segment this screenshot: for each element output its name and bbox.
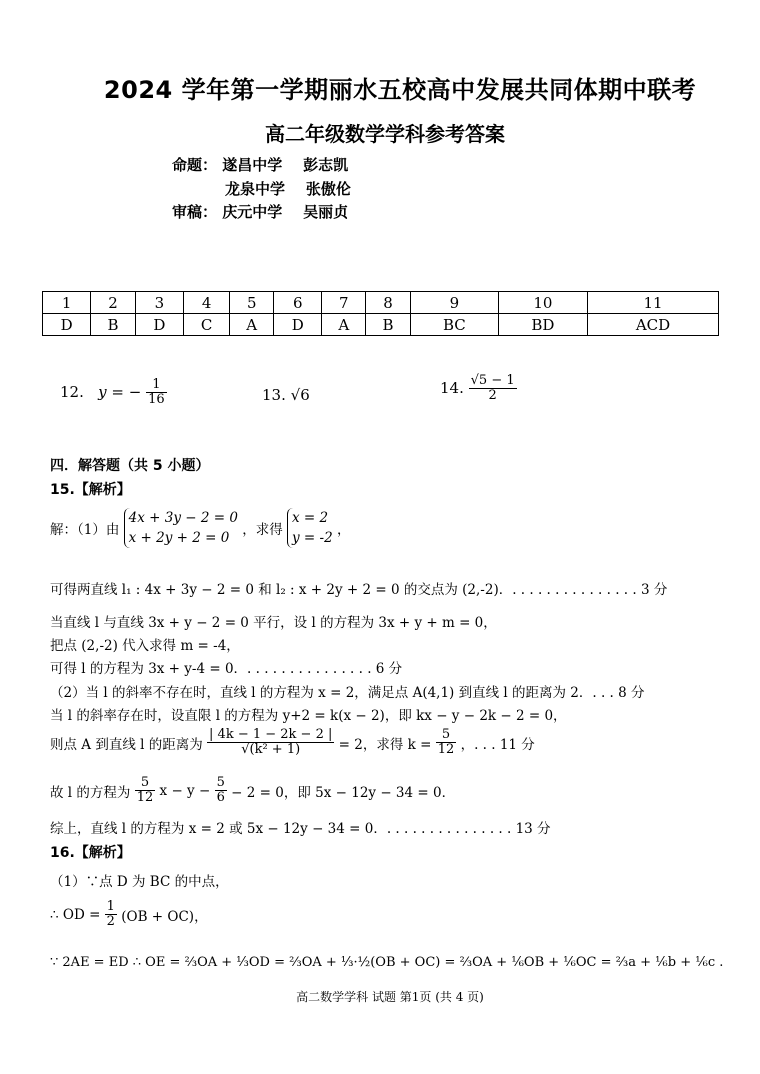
q15-l9-f1-numerator: 5	[135, 776, 156, 791]
answer-table-answers-row	[43, 314, 719, 336]
answer-12	[60, 378, 167, 408]
q14-numerator: √5 − 1	[470, 373, 515, 388]
q15-l9-suffix: − 2 = 0，即 5x − 12y − 34 = 0．	[231, 784, 456, 801]
answer-cell: ACD	[587, 314, 718, 336]
q15-line-10: 综上，直线 l 的方程为 x = 2 或 5x − 12y − 34 = 0．. . . . . . . . . . . . . . . 13 分	[50, 821, 551, 837]
q15-l9-mid: x − y −	[159, 782, 211, 799]
answer-cell: D	[274, 314, 322, 336]
q12-label: 12.	[60, 382, 84, 401]
credit-line-2	[225, 178, 351, 199]
q15-l9-f2-numerator: 5	[216, 775, 225, 790]
q15-sys2-eq1: x = 2	[292, 510, 329, 526]
q15-distance-numerator: | 4k − 1 − 2k − 2 |	[209, 727, 333, 742]
q15-l8-prefix: 则点 A 到直线 l 的距离为	[50, 736, 203, 753]
section-heading: 四．解答题（共 5 小题）	[50, 458, 210, 474]
q15-l8-suffix: ，. . . 11 分	[460, 736, 535, 753]
q14-label: 14.	[440, 378, 464, 397]
q15-l1-suffix: ，	[336, 522, 351, 538]
q15-sys1-eq1: 4x + 3y − 2 = 0	[128, 510, 238, 526]
question-number: 1	[43, 292, 91, 314]
question-number: 11	[587, 292, 718, 314]
answer-cell: D	[43, 314, 91, 336]
q15-distance-denominator: √(k² + 1)	[241, 742, 301, 758]
q15-heading: 15.【解析】	[50, 482, 131, 498]
answer-14	[440, 374, 517, 404]
answer-cell: A	[322, 314, 366, 336]
question-number: 7	[322, 292, 366, 314]
q12-denominator: 16	[148, 392, 165, 408]
q15-l8-mid: = 2，求得 k =	[338, 736, 432, 753]
q16-l2-fraction	[105, 900, 117, 930]
q15-line-3: 当直线 l 与直线 3x + y − 2 = 0 平行，设 l 的方程为 3x + y + m = 0，	[50, 615, 497, 631]
q12-lhs: y = −	[98, 382, 142, 401]
q15-line-1	[50, 508, 350, 548]
credit-name: 吴丽贞	[303, 203, 349, 221]
question-number: 9	[410, 292, 498, 314]
q15-distance-fraction	[207, 728, 334, 758]
q16-l2-numerator: 1	[106, 899, 115, 914]
q16-heading: 16.【解析】	[50, 845, 131, 861]
q12-fraction	[146, 378, 167, 408]
q16-l2-denominator: 2	[106, 914, 115, 930]
question-number: 10	[498, 292, 587, 314]
q16-l2-suffix: (OB + OC)，	[121, 908, 208, 925]
answer-cell: B	[366, 314, 411, 336]
q15-line-4: 把点 (2,-2) 代入求得 m = -4，	[50, 638, 240, 654]
credit-line-3	[172, 201, 348, 222]
question-number: 4	[184, 292, 230, 314]
q15-system-1	[124, 508, 238, 548]
q13-value: √6	[290, 386, 310, 404]
answer-table-numbers-row	[43, 292, 719, 314]
q15-l9-prefix: 故 l 的方程为	[50, 784, 131, 801]
q16-line-2	[50, 900, 208, 930]
answer-cell: BD	[498, 314, 587, 336]
question-number: 2	[91, 292, 136, 314]
q16-line-3: ∵ 2AE = ED ∴ OE = ⅔OA + ⅓OD = ⅔OA + ⅓·½(OB + OC) = ⅔OA + ⅙OB + ⅙OC = ⅔a + ⅙b + ⅙c .	[50, 955, 724, 970]
question-number: 5	[230, 292, 274, 314]
q15-l9-f2-denominator: 6	[216, 790, 225, 806]
q15-k-denominator: 12	[437, 742, 455, 758]
q15-line-5: 可得 l 的方程为 3x + y-4 = 0．. . . . . . . . . . . . . . . 6 分	[50, 661, 403, 677]
answer-cell: B	[91, 314, 136, 336]
q15-l1-mid: ，求得	[242, 522, 283, 538]
q13-label: 13.	[262, 386, 286, 404]
credit-role: 命题：	[172, 156, 218, 174]
q15-line-6: （2）当 l 的斜率不存在时，直线 l 的方程为 x = 2，满足点 A(4,1) 到直线 l 的距离为 2．. . . 8 分	[50, 685, 645, 701]
question-number: 3	[135, 292, 183, 314]
q15-line-2: 可得两直线 l₁ : 4x + 3y − 2 = 0 和 l₂ : x + 2y + 2 = 0 的交点为 (2,-2)．. . . . . . . . . . . . . . . 3 分	[50, 582, 668, 598]
q16-line-1: （1）∵点 D 为 BC 的中点，	[50, 874, 229, 890]
answer-table	[42, 291, 719, 336]
credit-name: 彭志凯	[303, 156, 349, 174]
q15-l9-fraction-1	[135, 776, 156, 806]
credit-school: 龙泉中学	[225, 180, 286, 198]
q15-system-2	[287, 508, 333, 548]
credit-name: 张傲伦	[305, 180, 351, 198]
q15-line-9	[50, 776, 455, 806]
q15-line-8	[50, 728, 535, 758]
answer-cell: C	[184, 314, 230, 336]
answer-cell: BC	[410, 314, 498, 336]
page-footer: 高二数学学科 试题 第1页 (共 4 页)	[296, 990, 484, 1004]
q15-l9-f1-denominator: 12	[136, 790, 154, 806]
credit-line-1	[172, 154, 348, 175]
q15-sys2-eq2: y = -2	[292, 530, 333, 546]
q14-denominator: 2	[488, 388, 497, 404]
answer-13	[262, 386, 310, 404]
q15-k-fraction	[436, 728, 457, 758]
q14-fraction	[469, 374, 517, 404]
q15-l1-prefix: 解：（1）由	[50, 522, 120, 538]
q15-sys1-eq2: x + 2y + 2 = 0	[128, 530, 230, 546]
question-number: 8	[366, 292, 411, 314]
q16-l2-prefix: ∴ OD =	[50, 906, 101, 923]
credit-school: 庆元中学	[222, 203, 283, 221]
q12-numerator: 1	[146, 378, 167, 393]
credit-school: 遂昌中学	[222, 156, 283, 174]
credit-role: 审稿：	[172, 203, 218, 221]
document-subtitle: 高二年级数学学科参考答案	[265, 122, 505, 146]
q15-line-7: 当 l 的斜率存在时，设直限 l 的方程为 y+2 = k(x − 2)，即 kx − y − 2k − 2 = 0，	[50, 708, 567, 724]
answer-cell: D	[135, 314, 183, 336]
document-title: 2024 学年第一学期丽水五校高中发展共同体期中联考	[103, 76, 697, 104]
answer-cell: A	[230, 314, 274, 336]
question-number: 6	[274, 292, 322, 314]
q15-l9-fraction-2	[215, 776, 227, 806]
q15-k-numerator: 5	[436, 728, 457, 743]
